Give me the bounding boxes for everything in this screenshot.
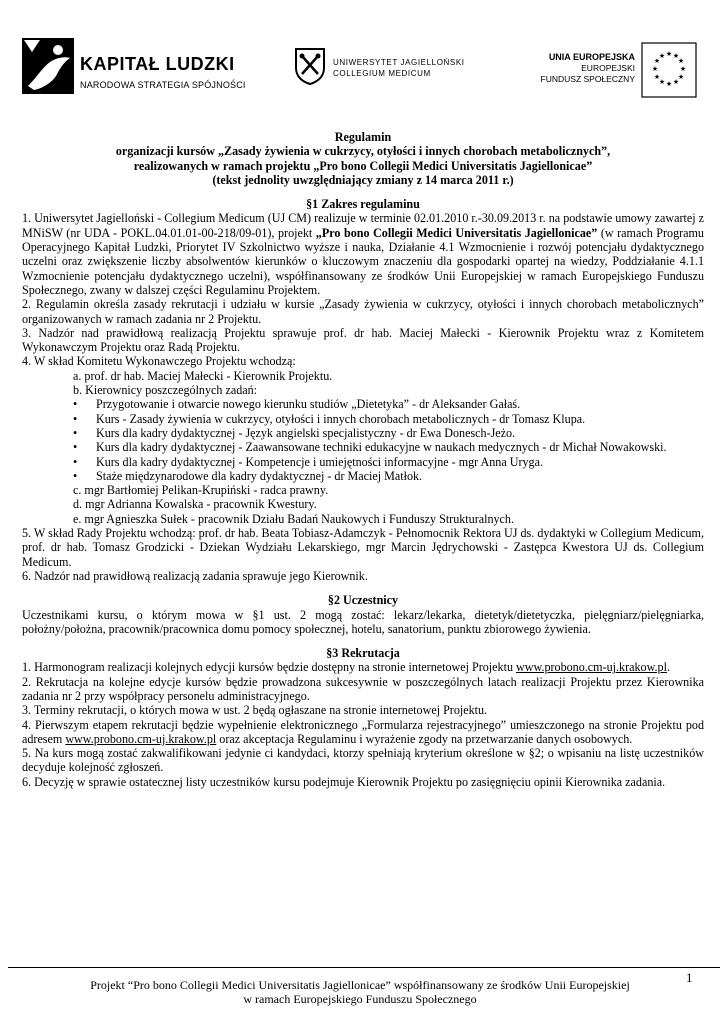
- doc-title-line3: realizowanych w ramach projektu „Pro bono Collegii Medici Universitatis Jagiellonicae”: [133, 158, 593, 173]
- svg-text:★: ★: [651, 65, 659, 73]
- kapital-ludzki-logo: [20, 36, 270, 96]
- paragraph-text: .: [666, 660, 670, 675]
- paragraph-text: 1. Uniwersytet Jagielloński - Collegium Medicum (UJ CM) realizuje w terminie 02.01.2010 r.-30.09.2013 r. na podstawie umowy zawartej z MNiSW (nr UDA - POKL.04.01.01-00-218/09-01), projekt: [22, 211, 704, 240]
- paragraph: [22, 660, 704, 674]
- paragraph: 5. W skład Rady Projektu wchodzą: prof. dr hab. Beata Tobiasz-Adamczyk - Pełnomocnik Rektora UJ ds. dydaktyki w Collegium Medicum, prof. dr hab. Tomasz Grodzicki - Dziekan Wydziału Lekarskiego, mgr Marcin Jędrychowski - Zastępca Kwestora UJ ds. Collegium Medicum.: [22, 526, 704, 569]
- university-crest-icon: [293, 46, 327, 86]
- paragraph: 2. Rekrutacja na kolejne edycje kursów będzie prowadzona sukcesywnie w poszczególnych latach realizacji Projektu przez Kierownika zadania nr 2 przy współpracy personelu administracyjnego.: [22, 674, 704, 703]
- page-footer: [40, 978, 680, 1006]
- svg-text:★: ★: [672, 52, 680, 60]
- list-item: c. mgr Bartłomiej Pelikan-Krupiński - radca prawny.: [73, 483, 329, 498]
- svg-text:★: ★: [679, 65, 687, 73]
- paragraph: 3. Nadzór nad prawidłową realizacją Projektu sprawuje prof. dr hab. Maciej Małecki - Kierownik Projektu wraz z Komitetem Wykonawczym Projektu oraz Radą Projektu.: [22, 325, 704, 355]
- svg-text:★: ★: [658, 78, 666, 86]
- paragraph: 4. W skład Komitetu Wykonawczego Projektu wchodzą:: [22, 354, 296, 369]
- svg-text:★: ★: [665, 80, 673, 88]
- kapital-ludzki-title: KAPITAŁ LUDZKI: [80, 54, 235, 74]
- eu-line1: UNIA EUROPEJSKA: [548, 52, 635, 62]
- svg-text:★: ★: [677, 57, 685, 65]
- bullet-item: • Staże międzynarodowe dla kadry dydaktycznej - dr Maciej Matłok.: [22, 469, 704, 483]
- bullet-item: • Kurs dla kadry dydaktycznej - Zaawansowane techniki edukacyjne w naukach medycznych - dr Michał Nowakowski.: [22, 440, 704, 454]
- section-heading: §3 Rekrutacja: [326, 646, 400, 661]
- svg-text:★: ★: [653, 73, 661, 81]
- paragraph: 6. Nadzór nad prawidłową realizacją zadania sprawuje jego Kierownik.: [22, 568, 368, 583]
- svg-text:★: ★: [653, 57, 661, 65]
- bullet-item: • Przygotowanie i otwarcie nowego kierunku studiów „Dietetyka” - dr Aleksander Gałaś.: [22, 397, 704, 411]
- eu-line3: FUNDUSZ SPOŁECZNY: [540, 74, 635, 84]
- svg-text:★: ★: [665, 50, 673, 58]
- paragraph: 5. Na kurs mogą zostać zakwalifikowani jedynie ci kandydaci, ktorzy spełniają kryterium określone w §2; o wpisaniu na listę uczestników decyduje kolejność zgłoszeń.: [22, 746, 704, 775]
- uj-name-line2: COLLEGIUM MEDICUM: [333, 69, 431, 78]
- footer-divider: [8, 967, 720, 968]
- paragraph-text: (w ramach Programu Operacyjnego Kapitał Ludzki, Priorytet IV Szkolnictwo wyższe i nauka, Działanie 4.1 Wzmocnienie i rozwój potencjału dydaktycznego uczelni oraz zwiększenie liczby absolwentów kierunków o kluczowym znaczeniu dla gospodarki opartej na wiedzy, Poddziałanie 4.1.1 Wzmocnienie potencjału dydaktycznego uczelni), współfinansowany ze środków Unii Europejskiej w ramach Europejskiego Funduszu Społecznego, zwany w dalszej części Regulaminu Projektem.: [22, 225, 704, 297]
- svg-text:★: ★: [672, 78, 680, 86]
- doc-title-line4: (tekst jednolity uwzględniający zmiany z 14 marca 2011 r.): [212, 172, 514, 187]
- uj-cm-name: [333, 57, 465, 79]
- uj-cm-logo: [293, 46, 493, 96]
- section-heading: §1 Zakres regulaminu: [306, 197, 420, 212]
- eu-text: [525, 52, 635, 85]
- list-item: b. Kierownicy poszczególnych zadań:: [73, 383, 258, 398]
- kapital-ludzki-subtitle: NARODOWA STRATEGIA SPÓJNOŚCI: [80, 80, 246, 90]
- paragraph-text: 4. Pierwszym etapem rekrutacji będzie wypełnienie elektronicznego „Formularza rejestracyjnego” umieszczonego na stronie Projektu pod adresem: [22, 717, 704, 746]
- bullet-item: • Kurs - Zasady żywienia w cukrzycy, otyłości i innych chorobach metabolicznych - dr Tomasz Klupa.: [22, 412, 704, 426]
- eu-flag-icon: [641, 42, 697, 98]
- paragraph: Uczestnikami kursu, o którym mowa w §1 ust. 2 mogą zostać: lekarz/lekarka, dietetyk/dietetyczka, pielęgniarz/pielęgniarka, położny/położna, pracownik/pracownica domu pomocy społecznej, hotelu, sanatorium, punktu zbiorowego żywienia.: [22, 607, 704, 636]
- project-website-link[interactable]: www.probono.cm-uj.krakow.pl: [65, 731, 217, 746]
- uj-name-line1: UNIWERSYTET JAGIELLOŃSKI: [333, 58, 465, 67]
- page-number: 1: [686, 970, 693, 985]
- bullet-item: • Kurs dla kadry dydaktycznej - Język angielski specjalistyczny - dr Ewa Donesch-Jeżo.: [22, 426, 704, 440]
- paragraph-text: 1. Harmonogram realizacji kolejnych edycji kursów będzie dostępny na stronie internetowej Projektu: [22, 660, 513, 675]
- list-item: a. prof. dr hab. Maciej Małecki - Kierownik Projektu.: [73, 368, 333, 383]
- paragraph: 2. Regulamin określa zasady rekrutacji i udziału w kursie „Zasady żywienia w cukrzycy, otyłości i innych chorobach metabolicznych” organizowanych w ramach zadania nr 2 Projektu.: [22, 297, 704, 326]
- footer-line1: Projekt “Pro bono Collegii Medici Universitatis Jagiellonicae” współfinansowany ze środków Unii Europejskiej: [90, 978, 630, 992]
- svg-text:★: ★: [677, 73, 685, 81]
- paragraph-text: oraz akceptacja Regulaminu i wyrażenie zgody na przetwarzanie danych osobowych.: [216, 731, 633, 746]
- section-heading: §2 Uczestnicy: [327, 593, 399, 608]
- project-name: „Pro bono Collegii Medici Universitatis Jagiellonicae”: [315, 225, 598, 240]
- paragraph: 3. Terminy rekrutacji, o których mowa w ust. 2 będą ogłaszane na stronie internetowej Projektu.: [22, 703, 488, 718]
- svg-text:★: ★: [658, 52, 666, 60]
- list-item: d. mgr Adrianna Kowalska - pracownik Kwestury.: [73, 497, 317, 512]
- page-header: [0, 0, 725, 110]
- project-website-link[interactable]: www.probono.cm-uj.krakow.pl: [516, 660, 667, 675]
- paragraph: 6. Decyzję w sprawie ostatecznej listy uczestników kursu podejmuje Kierownik Projektu po zasięgnięciu opinii Kierownika zadania.: [22, 774, 666, 789]
- eu-logo: [525, 42, 705, 102]
- footer-line2: w ramach Europejskiego Funduszu Społecznego: [243, 992, 477, 1006]
- bullet-item: • Kurs dla kadry dydaktycznej - Kompetencje i umiejętności informacyjne - mgr Anna Uryga.: [22, 455, 704, 469]
- kapital-ludzki-icon: [20, 36, 76, 96]
- doc-title: Regulamin: [334, 130, 392, 144]
- list-item: e. mgr Agnieszka Sułek - pracownik Działu Badań Naukowych i Funduszy Strukturalnych.: [73, 511, 514, 526]
- document-body: [22, 130, 704, 789]
- doc-title-line2: organizacji kursów „Zasady żywienia w cukrzycy, otyłości i innych chorobach metabolicznych”,: [115, 144, 611, 159]
- paragraph: [22, 718, 704, 747]
- paragraph: [22, 211, 704, 297]
- eu-line2: EUROPEJSKI: [581, 63, 635, 73]
